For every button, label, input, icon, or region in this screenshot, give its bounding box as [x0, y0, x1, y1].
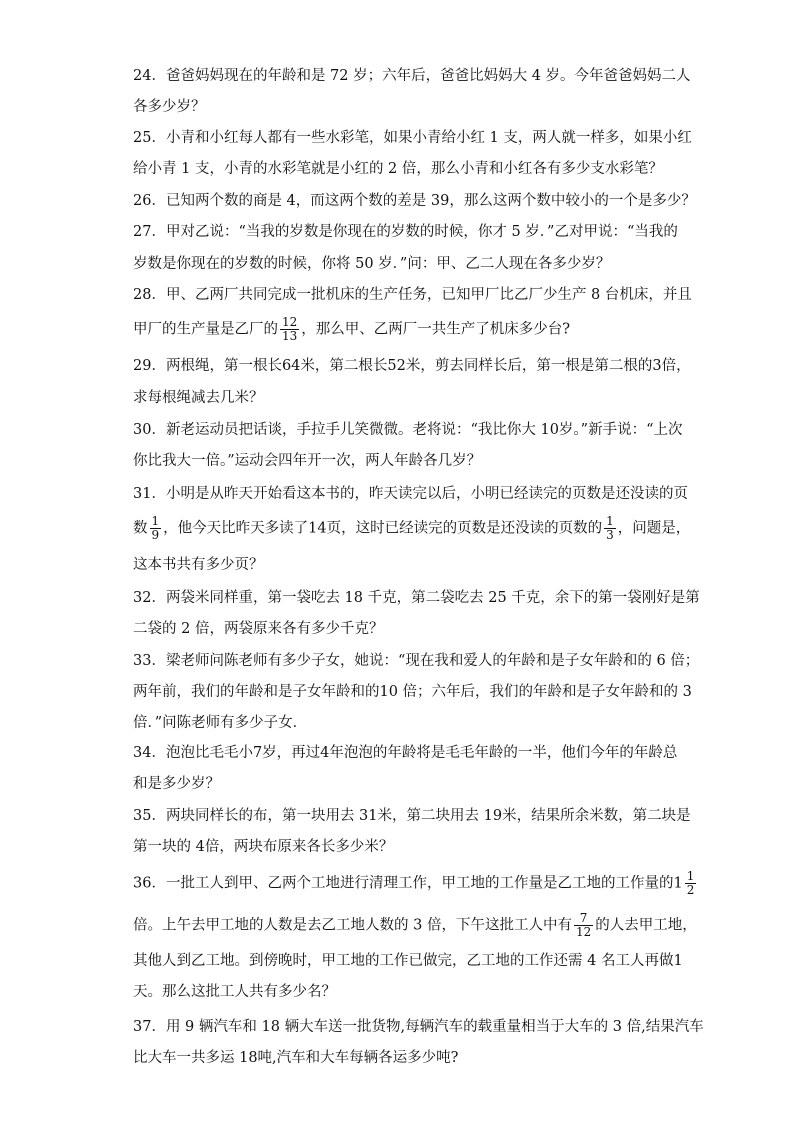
problem-37-line-1: 37．用 9 辆汽车和 18 辆大车送一批货物,每辆汽车的载重量相当于大车的 3 倍,结果汽车	[133, 1019, 704, 1035]
problem-24-line-2: 各多少岁？	[133, 99, 206, 115]
problem-25-line-1: 25．小青和小红每人都有一些水彩笔，如果小青给小红 1 支，两人就一样多，如果小红	[133, 130, 692, 146]
fraction-1-3	[604, 515, 616, 542]
problem-31-text-b: ，他今天比昨天多读了14页，这时已经读完的页数是还没读的页数的	[163, 520, 603, 537]
problem-25-line-2: 给小青 1 支，小青的水彩笔就是小红的 2 倍，那么小青和小红各有多少支水彩笔？	[133, 161, 663, 177]
problem-34-line-1: 34．泡泡比毛毛小7岁，再过4年泡泡的年龄将是毛毛年龄的一半，他们今年的年龄总	[133, 745, 678, 761]
problem-36-text-b: 倍。上午去甲工地的人数是去乙工地人数的 3 倍，下午这批工人中有	[133, 917, 572, 934]
problem-31-text-c: ，问题是，	[617, 520, 691, 537]
problem-29-line-2: 求每根绳减去几米？	[133, 390, 264, 406]
problem-30-line-2: 你比我大一倍。”运动会四年开一次，两人年龄各几岁？	[133, 453, 482, 469]
problem-31-line-3: 这本书共有多少页？	[133, 557, 264, 573]
fraction-denominator: 2	[686, 883, 695, 897]
problem-36-line-3: 其他人到乙工地。到傍晚时，甲工地的工作已做完，乙工地的工作还需 4 名工人再做1	[133, 953, 683, 969]
problem-36-text-a: 36．一批工人到甲、乙两个工地进行清理工作，甲工地的工作量是乙工地的工作量的	[133, 875, 674, 892]
fraction-7-12	[574, 912, 593, 939]
problem-30-line-1: 30．新老运动员把话谈，手拉手儿笑微微。老将说：“我比你大 10岁。”新手说：“上次	[133, 422, 683, 438]
fraction-numerator: 1	[686, 869, 695, 883]
problem-31-line-1: 31．小明是从昨天开始看这本书的，昨天读完以后，小明已经读完的页数是还没读的页	[133, 486, 688, 502]
fraction-numerator: 7	[574, 912, 593, 926]
fraction-1-2	[685, 870, 697, 897]
problem-26-line-1: 26．已知两个数的商是 4，而这两个数的差是 39，那么这两个数中较小的一个是多少？	[133, 193, 696, 209]
problem-24-line-1: 24．爸爸妈妈现在的年龄和是 72 岁；六年后，爸爸比妈妈大 4 岁。今年爸爸妈妈二人	[133, 68, 691, 84]
problem-33-line-1: 33．梁老师问陈老师有多少子女，她说：“现在我和爱人的年龄和是子女年龄和的 6 倍；	[133, 653, 700, 669]
problem-28-line-2	[133, 316, 663, 343]
fraction-denominator: 9	[151, 528, 160, 542]
problem-36-line-1	[133, 869, 695, 897]
problem-27-line-1: 27．甲对乙说：“当我的岁数是你现在的岁数的时候，你才 5 岁．”乙对甲说：“当我的	[133, 224, 678, 240]
fraction-numerator: 1	[606, 514, 614, 528]
fraction-denominator: 13	[282, 329, 298, 343]
fraction-denominator: 12	[575, 925, 592, 939]
fraction-denominator: 3	[606, 528, 614, 542]
problem-35-line-1: 35．两块同样长的布，第一块用去 31米，第二块用去 19米，结果所余米数，第二块是	[133, 808, 691, 824]
problem-29-line-1: 29．两根绳，第一根长64米，第二根长52米，剪去同样长后，第一根是第二根的3倍，	[133, 358, 691, 374]
problem-31-text-a: 数	[133, 520, 148, 537]
problem-27-line-2: 岁数是你现在的岁数的时候，你将 50 岁．”问：甲、乙二人现在各多少岁？	[133, 256, 611, 272]
problem-33-line-2: 两年前，我们的年龄和是子女年龄和的10 倍；六年后，我们的年龄和是子女年龄和的 3	[133, 684, 692, 700]
problem-32-line-1: 32．两袋米同样重，第一袋吃去 18 千克，第二袋吃去 25 千克，余下的第一袋刚好是第	[133, 590, 700, 606]
fraction-12-13	[280, 316, 299, 343]
problem-36-line-4: 天。那么这批工人共有多少名？	[133, 984, 336, 1000]
problem-32-line-2: 二袋的 2 倍，两袋原来各有多少千克？	[133, 621, 384, 637]
fraction-numerator: 12	[282, 315, 298, 329]
problem-35-line-2: 第一块的 4倍，两块布原来各长多少米？	[133, 839, 394, 855]
problem-33-line-3: 倍．”问陈老师有多少子女．	[133, 715, 308, 731]
problem-28-text-b: ，那么甲、乙两厂一共生产了机床多少台?	[301, 321, 571, 338]
problem-36-text-c: 的人去甲工地，	[595, 917, 697, 934]
mixed-number-whole: 1	[673, 875, 683, 892]
problem-36-line-2	[133, 911, 697, 939]
problem-34-line-2: 和是多少岁？	[133, 776, 220, 792]
fraction-1-9	[150, 515, 162, 542]
fraction-numerator: 1	[151, 514, 160, 528]
problem-28-text-a: 甲厂的生产量是乙厂的	[133, 321, 278, 338]
problem-31-line-2	[133, 514, 691, 542]
problem-37-line-2: 比大车一共多运 18吨,汽车和大车每辆各运多少吨?	[133, 1050, 459, 1066]
problem-28-line-1: 28．甲、乙两厂共同完成一批机床的生产任务，已知甲厂比乙厂少生产 8 台机床，并且	[133, 287, 692, 303]
